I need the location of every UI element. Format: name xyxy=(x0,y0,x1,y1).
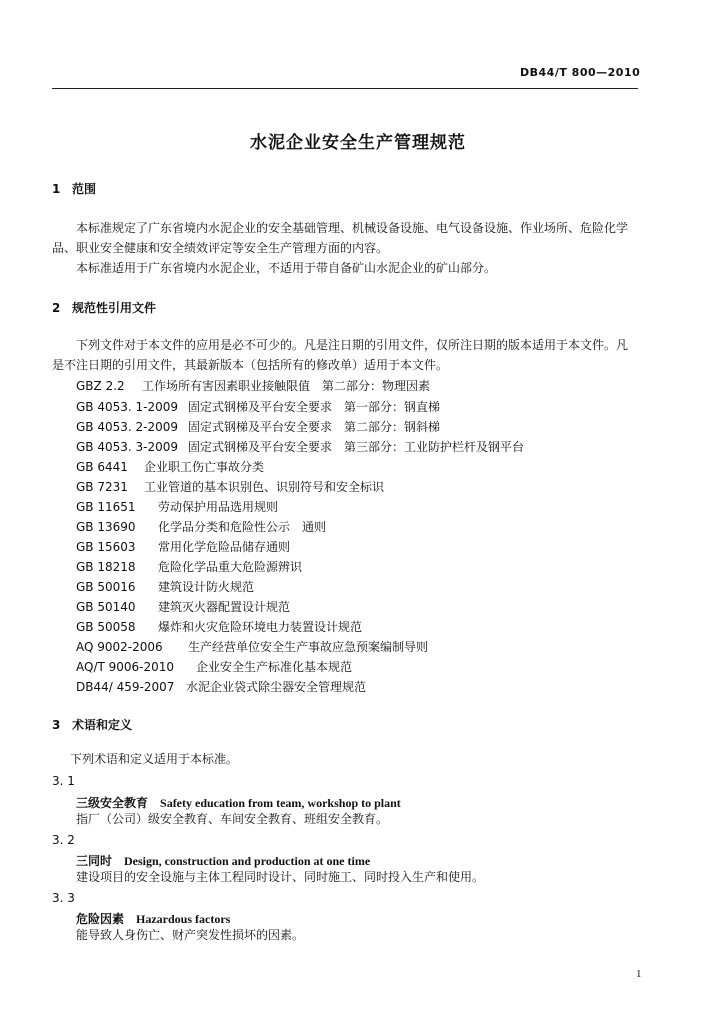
reference-item xyxy=(76,398,440,415)
reference-item xyxy=(76,418,440,435)
reference-code: AQ/T 9006-2010 xyxy=(76,660,175,674)
standard-code: DB44/T 800—2010 xyxy=(520,66,641,79)
section-title: 术语和定义 xyxy=(72,718,133,732)
section-number: 1 xyxy=(52,182,61,196)
reference-item xyxy=(76,578,254,595)
reference-code: DB44/ 459-2007 xyxy=(76,680,175,694)
term-number: 3. 3 xyxy=(52,891,75,905)
reference-title: 危险化学品重大危险源辨识 xyxy=(158,560,303,574)
reference-item xyxy=(76,498,278,515)
term-zh: 危险因素 xyxy=(76,912,125,926)
reference-title: 建筑设计防火规范 xyxy=(158,580,255,594)
paragraph: 本标准适用于广东省境内水泥企业，不适用于带自备矿山水泥企业的矿山部分。 xyxy=(76,261,497,275)
reference-title: 工作场所有害因素职业接触限值 第二部分：物理因素 xyxy=(142,379,431,393)
reference-title: 常用化学危险品储存通则 xyxy=(158,540,291,554)
reference-code: GB 6441 xyxy=(76,460,128,474)
section-number: 3 xyxy=(52,718,61,732)
reference-title: 爆炸和火灾危险环境电力装置设计规范 xyxy=(158,620,363,634)
paragraph: 下列术语和定义适用于本标准。 xyxy=(70,752,239,766)
reference-title: 劳动保护用品选用规则 xyxy=(158,500,279,514)
reference-item xyxy=(76,458,264,475)
reference-title: 化学品分类和危险性公示 通则 xyxy=(158,520,327,534)
reference-title: 固定式钢梯及平台安全要求 第二部分：钢斜梯 xyxy=(188,420,441,434)
reference-code: GB 15603 xyxy=(76,540,136,554)
section-title: 范围 xyxy=(72,182,97,196)
reference-title: 固定式钢梯及平台安全要求 第三部分：工业防护栏杆及钢平台 xyxy=(188,440,525,454)
reference-item xyxy=(76,658,352,675)
term-en: Design, construction and production at one time xyxy=(124,854,371,868)
section-2-heading xyxy=(52,299,156,316)
reference-code: GB 4053. 3-2009 xyxy=(76,440,179,454)
section-title: 规范性引用文件 xyxy=(72,301,157,315)
paragraph: 本标准规定了广东省境内水泥企业的安全基础管理、机械设备设施、电气设备设施、作业场所、危险化学品、职业安全健康和安全绩效评定等安全生产管理方面的内容。 xyxy=(52,221,629,255)
reference-code: GB 50016 xyxy=(76,580,136,594)
reference-code: GB 50058 xyxy=(76,620,136,634)
term-en: Hazardous factors xyxy=(136,912,231,926)
reference-item xyxy=(76,478,384,495)
term-definition: 指厂（公司）级安全教育、车间安全教育、班组安全教育。 xyxy=(76,812,389,826)
reference-code: GB 50140 xyxy=(76,600,136,614)
reference-title: 固定式钢梯及平台安全要求 第一部分：钢直梯 xyxy=(188,400,441,414)
reference-code: GB 4053. 2-2009 xyxy=(76,420,179,434)
term-en: Safety education from team, workshop to plant xyxy=(160,796,401,810)
section-3-heading xyxy=(52,716,132,733)
reference-item xyxy=(76,538,290,555)
reference-code: GB 11651 xyxy=(76,500,136,514)
term-zh: 三级安全教育 xyxy=(76,796,149,810)
term-definition: 建设项目的安全设施与主体工程同时设计、同时施工、同时投入生产和使用。 xyxy=(76,870,485,884)
reference-code: GB 7231 xyxy=(76,480,128,494)
reference-code: GB 4053. 1-2009 xyxy=(76,400,179,414)
term-definition: 能导致人身伤亡、财产突发性损坏的因素。 xyxy=(76,928,305,942)
reference-item xyxy=(76,438,524,455)
term-number: 3. 2 xyxy=(52,833,75,847)
reference-code: GBZ 2.2 xyxy=(76,379,125,393)
section-1-heading xyxy=(52,180,96,197)
page-number: 1 xyxy=(636,968,642,980)
term-zh: 三同时 xyxy=(76,854,113,868)
section-number: 2 xyxy=(52,301,61,315)
reference-item xyxy=(76,618,362,635)
header-rule xyxy=(52,88,638,89)
reference-code: GB 18218 xyxy=(76,560,136,574)
term-number: 3. 1 xyxy=(52,774,75,788)
reference-item xyxy=(76,377,430,394)
document-title: 水泥企业安全生产管理规范 xyxy=(250,133,466,153)
reference-title: 工业管道的基本识别色、识别符号和安全标识 xyxy=(144,480,385,494)
reference-title: 生产经营单位安全生产事故应急预案编制导则 xyxy=(188,640,429,654)
reference-item xyxy=(76,518,326,535)
reference-code: AQ 9002-2006 xyxy=(76,640,163,654)
paragraph: 下列文件对于本文件的应用是必不可少的。凡是注日期的引用文件，仅所注日期的版本适用于本文件。凡是不注日期的引用文件，其最新版本（包括所有的修改单）适用于本文件。 xyxy=(52,338,629,372)
reference-item xyxy=(76,678,366,695)
reference-item xyxy=(76,598,290,615)
reference-item xyxy=(76,638,428,655)
reference-title: 水泥企业袋式除尘器安全管理规范 xyxy=(186,680,367,694)
reference-title: 企业职工伤亡事故分类 xyxy=(144,460,265,474)
reference-title: 建筑灭火器配置设计规范 xyxy=(158,600,291,614)
reference-item xyxy=(76,558,302,575)
reference-title: 企业安全生产标准化基本规范 xyxy=(196,660,353,674)
reference-code: GB 13690 xyxy=(76,520,136,534)
